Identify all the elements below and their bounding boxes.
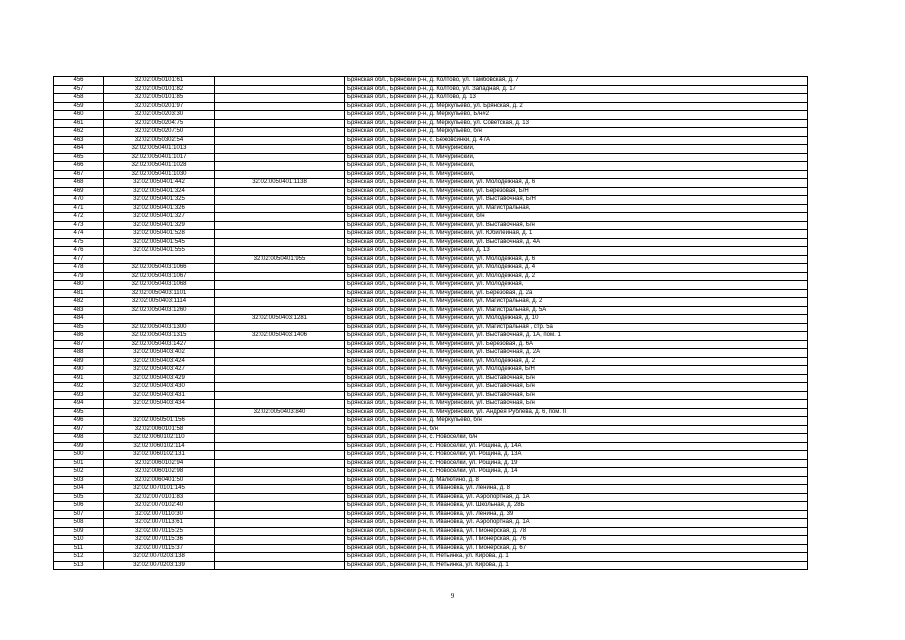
related-cadastral-number-cell [215,374,345,383]
cadastral-number-cell: 32:02:0060102:98 [104,468,215,477]
address-cell: Брянская обл., Брянский р-н, п. Мичуринский, ул. Молодежная, д. 4 [345,264,808,273]
related-cadastral-number-cell [215,238,345,247]
cadastral-number-cell: 32:02:0070102:40 [104,502,215,511]
address-cell: Брянская обл., Брянский р-н, п. Мичуринский, ул. Магистральная, д. 5А [345,306,808,315]
address-cell: Брянская обл., Брянский р-н, п. Мичуринский, ул. Молодежная, д. 2 [345,357,808,366]
related-cadastral-number-cell [215,459,345,468]
cadastral-number-cell: 32:02:0060102:110 [104,434,215,443]
row-number-cell: 469 [54,187,104,196]
related-cadastral-number-cell [215,383,345,392]
table-row [54,170,808,179]
row-number-cell: 499 [54,442,104,451]
related-cadastral-number-cell: 32:02:0050403:1281 [215,315,345,324]
row-number-cell: 490 [54,366,104,375]
table-row [54,425,808,434]
row-number-cell: 512 [54,553,104,562]
related-cadastral-number-cell [215,366,345,375]
related-cadastral-number-cell: 32:02:0050401:1138 [215,179,345,188]
table-row [54,408,808,417]
address-cell: Брянская обл., Брянский р-н, с. Новоселки, ул. Рощина, д. 13А [345,451,808,460]
row-number-cell: 496 [54,417,104,426]
related-cadastral-number-cell [215,349,345,358]
cadastral-number-cell: 32:02:0050204:75 [104,119,215,128]
table-row [54,281,808,290]
table-row [54,544,808,553]
related-cadastral-number-cell [215,434,345,443]
table-row [54,536,808,545]
table-row [54,119,808,128]
address-cell: Брянская обл., Брянский р-н, п. Ивановка, ул. Ленина, д. 39 [345,510,808,519]
address-cell: Брянская обл., Брянский р-н, п. Мичуринский, ул. Андрея Рублева, д. 6, пом. II [345,408,808,417]
cadastral-number-cell: 32:02:0050401:555 [104,247,215,256]
row-number-cell: 506 [54,502,104,511]
table-row [54,111,808,120]
related-cadastral-number-cell [215,417,345,426]
cadastral-number-cell: 32:02:0050403:1114 [104,298,215,307]
row-number-cell: 493 [54,391,104,400]
address-cell: Брянская обл., Брянский р-н, п. Мичуринский, ул. Выставочная, Б/н [345,383,808,392]
table-row [54,323,808,332]
table-row [54,306,808,315]
cadastral-number-cell: 32:02:0060102:94 [104,459,215,468]
cadastral-number-cell: 32:02:0060102:114 [104,442,215,451]
related-cadastral-number-cell [215,510,345,519]
address-cell: Брянская обл., Брянский р-н, д. Меркульево, Б/н#2 [345,111,808,120]
row-number-cell: 513 [54,561,104,570]
address-cell: Брянская обл., Брянский р-н, с. Новоселки, ул. Рощина, д. 14А [345,442,808,451]
cadastral-number-cell: 32:02:0050401:1013 [104,145,215,154]
table-row [54,468,808,477]
address-cell: Брянская обл., Брянский р-н, п. Ивановка, ул. Пионерская, д. 78 [345,527,808,536]
row-number-cell: 498 [54,434,104,443]
table-row [54,510,808,519]
address-cell: Брянская обл., Брянский р-н, п. Мичуринский, ул. Молодежная, [345,281,808,290]
address-cell: Брянская обл., Брянский р-н, с. Новоселки, б/н [345,434,808,443]
row-number-cell: 495 [54,408,104,417]
row-number-cell: 487 [54,340,104,349]
address-cell: Брянская обл., Брянский р-н, п. Ивановка, ул. Школьная, д. 28Б [345,502,808,511]
cadastral-number-cell: 32:02:0070203:138 [104,553,215,562]
table-row [54,255,808,264]
address-cell: Брянская обл., Брянский р-н, п. Ивановка, ул. Аэропортная, д. 1А [345,519,808,528]
row-number-cell: 503 [54,476,104,485]
address-cell: Брянская обл., Брянский р-н, п. Мичуринский, [345,170,808,179]
related-cadastral-number-cell [215,306,345,315]
address-cell: Брянская обл., Брянский р-н, п. Мичуринский, ул. Березовая, д. 6А [345,340,808,349]
cadastral-number-cell: 32:02:0070101:83 [104,493,215,502]
cadastral-number-cell: 32:02:0050207:50 [104,128,215,137]
row-number-cell: 482 [54,298,104,307]
cadastral-number-cell: 32:02:0050403:1315 [104,332,215,341]
cadastral-number-cell: 32:02:0070115:25 [104,527,215,536]
related-cadastral-number-cell [215,476,345,485]
row-number-cell: 461 [54,119,104,128]
row-number-cell: 501 [54,459,104,468]
cadastral-number-cell: 32:02:0070113:61 [104,519,215,528]
cadastral-number-cell: 32:02:0050403:1068 [104,281,215,290]
related-cadastral-number-cell [215,272,345,281]
row-number-cell: 464 [54,145,104,154]
address-cell: Брянская обл., Брянский р-н, п. Мичуринский, ул. Молодежная, д. 6 [345,255,808,264]
row-number-cell: 456 [54,77,104,86]
row-number-cell: 492 [54,383,104,392]
row-number-cell: 511 [54,544,104,553]
cadastral-number-cell: 32:02:0070101:145 [104,485,215,494]
row-number-cell: 485 [54,323,104,332]
address-cell: Брянская обл., Брянский р-н, п. Мичуринский, д. 13 [345,247,808,256]
related-cadastral-number-cell [215,340,345,349]
row-number-cell: 462 [54,128,104,137]
cadastral-number-cell: 32:02:0050403:1067 [104,272,215,281]
cadastral-number-cell: 32:02:0070110:30 [104,510,215,519]
related-cadastral-number-cell [215,170,345,179]
table-row [54,434,808,443]
address-cell: Брянская обл., Брянский р-н, п. Ивановка, ул. Аэропортная, д. 1А [345,493,808,502]
related-cadastral-number-cell [215,213,345,222]
table-row [54,221,808,230]
related-cadastral-number-cell [215,527,345,536]
related-cadastral-number-cell [215,153,345,162]
table-row [54,374,808,383]
table-row [54,519,808,528]
row-number-cell: 468 [54,179,104,188]
table-row [54,136,808,145]
table-row [54,77,808,86]
related-cadastral-number-cell [215,561,345,570]
address-cell: Брянская обл., Брянский р-н, п. Мичуринский, ул. Выставочная, Б/н [345,221,808,230]
table-row [54,272,808,281]
address-cell: Брянская обл., Брянский р-н, п. Мичуринский, [345,153,808,162]
related-cadastral-number-cell [215,77,345,86]
address-cell: Брянская обл., Брянский р-н, п. Мичуринский, [345,162,808,171]
address-cell: Брянская обл., Брянский р-н, п. Мичуринский, ул. Молодежная, д. 2 [345,272,808,281]
row-number-cell: 481 [54,289,104,298]
table-row [54,493,808,502]
table-row [54,400,808,409]
related-cadastral-number-cell [215,162,345,171]
row-number-cell: 497 [54,425,104,434]
row-number-cell: 463 [54,136,104,145]
table-row [54,476,808,485]
cadastral-number-cell [104,408,215,417]
address-cell: Брянская обл., Брянский р-н, д. Меркульево, ул. Брянская, д. 2 [345,102,808,111]
cadastral-number-cell: 32:02:0050101:61 [104,77,215,86]
related-cadastral-number-cell [215,391,345,400]
related-cadastral-number-cell [215,323,345,332]
table-row [54,179,808,188]
address-cell: Брянская обл., Брянский р-н, б/н [345,425,808,434]
address-cell: Брянская обл., Брянский р-н, п. Мичуринский, ул. Выставочная, Б/н [345,400,808,409]
related-cadastral-number-cell [215,442,345,451]
address-cell: Брянская обл., Брянский р-н, с. Новоселки, ул. Рощина, д. 19 [345,459,808,468]
related-cadastral-number-cell [215,519,345,528]
related-cadastral-number-cell: 32:02:0050403:1406 [215,332,345,341]
cadastral-number-cell: 32:02:0050401:1017 [104,153,215,162]
cadastral-number-cell: 32:02:0050403:1300 [104,323,215,332]
table-row [54,85,808,94]
cadastral-number-cell: 32:02:0050401:442 [104,179,215,188]
address-cell: Брянская обл., Брянский р-н, д. Колтово, д. 13 [345,94,808,103]
related-cadastral-number-cell [215,136,345,145]
row-number-cell: 460 [54,111,104,120]
address-cell: Брянская обл., Брянский р-н, п. Мичуринский, ул. Юбилейная, д. 1 [345,230,808,239]
table-row [54,502,808,511]
address-cell: Брянская обл., Брянский р-н, п. Мичуринский, ул. Молодежная, д. 6 [345,179,808,188]
table-row [54,247,808,256]
row-number-cell: 465 [54,153,104,162]
address-cell: Брянская обл., Брянский р-н, п. Мичуринский, ул. Березовая, Б/Н [345,187,808,196]
related-cadastral-number-cell [215,119,345,128]
address-cell: Брянская обл., Брянский р-н, д. Меркульево, б/н [345,417,808,426]
address-cell: Брянская обл., Брянский р-н, п. Мичуринский, б/н [345,213,808,222]
cadastral-number-cell: 32:02:0070115:37 [104,544,215,553]
cadastral-number-cell: 32:02:0050403:431 [104,391,215,400]
cadastral-number-cell: 32:02:0070203:139 [104,561,215,570]
cadastral-number-cell: 32:02:0050401:1030 [104,170,215,179]
cadastral-number-cell: 32:02:0050403:1427 [104,340,215,349]
address-cell: Брянская обл., Брянский р-н, с. Новоселки, ул. Рощина, д. 14 [345,468,808,477]
table-row [54,366,808,375]
table-row [54,417,808,426]
row-number-cell: 471 [54,204,104,213]
cadastral-number-cell: 32:02:0050101:85 [104,94,215,103]
address-cell: Брянская обл., Брянский р-н, д. Малютино, д. 8 [345,476,808,485]
related-cadastral-number-cell [215,128,345,137]
row-number-cell: 466 [54,162,104,171]
address-cell: Брянская обл., Брянский р-н, п. Мичуринский, ул. Выставочная, Б/Н [345,196,808,205]
row-number-cell: 475 [54,238,104,247]
cadastral-number-cell: 32:02:0050401:327 [104,213,215,222]
row-number-cell: 480 [54,281,104,290]
table-row [54,391,808,400]
row-number-cell: 489 [54,357,104,366]
cadastral-number-cell: 32:02:0060102:131 [104,451,215,460]
table-row [54,153,808,162]
related-cadastral-number-cell [215,247,345,256]
table-row [54,230,808,239]
related-cadastral-number-cell: 32:02:0050401:955 [215,255,345,264]
related-cadastral-number-cell [215,230,345,239]
related-cadastral-number-cell [215,102,345,111]
table-row [54,289,808,298]
cadastral-number-cell: 32:02:0050403:434 [104,400,215,409]
related-cadastral-number-cell: 32:02:0050403:840 [215,408,345,417]
row-number-cell: 474 [54,230,104,239]
related-cadastral-number-cell [215,281,345,290]
cadastral-number-cell: 32:02:0050403:1101 [104,289,215,298]
cadastral-number-cell: 32:02:0050401:528 [104,230,215,239]
address-cell: Брянская обл., Брянский р-н, п. Мичуринский, ул. Выставочная, д. 2А [345,349,808,358]
cadastral-number-cell: 32:02:0070115:36 [104,536,215,545]
table-row [54,553,808,562]
table-row [54,298,808,307]
related-cadastral-number-cell [215,94,345,103]
address-cell: Брянская обл., Брянский р-н, д. Колтово, ул. Тамбовская, д. 7 [345,77,808,86]
table-row [54,349,808,358]
address-cell: Брянская обл., Брянский р-н, п. Мичуринский, ул. Березовая, д. 2а [345,289,808,298]
address-cell: Брянская обл., Брянский р-н, п. Мичуринский, ул. Выставочная, д. 1А, пом. 1 [345,332,808,341]
cadastral-number-cell: 32:02:0050403:1260 [104,306,215,315]
row-number-cell: 467 [54,170,104,179]
table-row [54,561,808,570]
table-row [54,485,808,494]
related-cadastral-number-cell [215,196,345,205]
cadastral-number-cell: 32:02:0050403:402 [104,349,215,358]
row-number-cell: 486 [54,332,104,341]
related-cadastral-number-cell [215,468,345,477]
related-cadastral-number-cell [215,357,345,366]
table-row [54,459,808,468]
address-cell: Брянская обл., Брянский р-н, п. Мичуринский, ул. Молодежная, Б/Н [345,366,808,375]
table-row [54,94,808,103]
cadastral-number-cell: 32:02:0060101:58 [104,425,215,434]
cadastral-number-cell: 32:02:0050401:324 [104,187,215,196]
table-row [54,442,808,451]
address-cell: Брянская обл., Брянский р-н, п. Мичуринский, ул. Магистральная, д. 2 [345,298,808,307]
address-cell: Брянская обл., Брянский р-н, с. Бежовсинки, д. 47А [345,136,808,145]
address-cell: Брянская обл., Брянский р-н, д. Колтово, ул. Западная, д. 17 [345,85,808,94]
cadastral-number-cell: 32:02:0050403:424 [104,357,215,366]
related-cadastral-number-cell [215,451,345,460]
table-row [54,315,808,324]
cadastral-number-cell: 32:02:0050401:329 [104,221,215,230]
table-row [54,264,808,273]
cadastral-number-cell: 32:02:0050101:82 [104,85,215,94]
address-cell: Брянская обл., Брянский р-н, п. Ивановка, ул. Пионерская, д. 76 [345,536,808,545]
table-row [54,102,808,111]
cadastral-number-cell: 32:02:0050403:427 [104,366,215,375]
row-number-cell: 476 [54,247,104,256]
row-number-cell: 473 [54,221,104,230]
table-row [54,340,808,349]
address-cell: Брянская обл., Брянский р-н, п. Мичуринский, ул. Магистральная , стр. 5а [345,323,808,332]
related-cadastral-number-cell [215,111,345,120]
table-row [54,238,808,247]
table-row [54,451,808,460]
related-cadastral-number-cell [215,502,345,511]
table-row [54,527,808,536]
register-table [53,76,808,570]
cadastral-number-cell: 32:02:0050401:326 [104,204,215,213]
related-cadastral-number-cell [215,544,345,553]
address-cell: Брянская обл., Брянский р-н, п. Нетьинка, ул. Кирова, д. 1 [345,553,808,562]
table-row [54,196,808,205]
table-row [54,145,808,154]
address-cell: Брянская обл., Брянский р-н, п. Мичуринский, ул. Выставочная, Б/н [345,391,808,400]
table-row [54,213,808,222]
cadastral-number-cell: 32:02:0050203:30 [104,111,215,120]
cadastral-number-cell: 32:02:0050401:325 [104,196,215,205]
row-number-cell: 470 [54,196,104,205]
row-number-cell: 459 [54,102,104,111]
address-cell: Брянская обл., Брянский р-н, п. Мичуринский, ул. Выставочная, Б/н [345,374,808,383]
cadastral-number-cell: 32:02:0050501:156 [104,417,215,426]
related-cadastral-number-cell [215,425,345,434]
row-number-cell: 457 [54,85,104,94]
row-number-cell: 510 [54,536,104,545]
row-number-cell: 458 [54,94,104,103]
table-row [54,383,808,392]
page-number: 9 [450,592,455,600]
cadastral-number-cell: 32:02:0050403:1066 [104,264,215,273]
row-number-cell: 484 [54,315,104,324]
cadastral-number-cell: 32:02:0050401:1028 [104,162,215,171]
related-cadastral-number-cell [215,85,345,94]
cadastral-number-cell: 32:02:0050403:430 [104,383,215,392]
related-cadastral-number-cell [215,400,345,409]
address-cell: Брянская обл., Брянский р-н, п. Ивановка, ул. Пионерская, д. 67 [345,544,808,553]
cadastral-number-cell: 32:02:0050403:429 [104,374,215,383]
address-cell: Брянская обл., Брянский р-н, п. Мичуринский, ул. Магистральная, [345,204,808,213]
related-cadastral-number-cell [215,289,345,298]
row-number-cell: 478 [54,264,104,273]
row-number-cell: 472 [54,213,104,222]
related-cadastral-number-cell [215,298,345,307]
address-cell: Брянская обл., Брянский р-н, п. Мичуринский, ул. Выставочная, д. 4А [345,238,808,247]
address-cell: Брянская обл., Брянский р-н, д. Меркульево, б/н [345,128,808,137]
related-cadastral-number-cell [215,145,345,154]
address-cell: Брянская обл., Брянский р-н, д. Меркульево, ул. Советская, д. 13 [345,119,808,128]
table-row [54,187,808,196]
table-row [54,357,808,366]
row-number-cell: 507 [54,510,104,519]
cadastral-number-cell: 32:02:0050302:54 [104,136,215,145]
address-cell: Брянская обл., Брянский р-н, п. Нетьинка, ул. Кирова, д. 1 [345,561,808,570]
row-number-cell: 488 [54,349,104,358]
cadastral-number-cell [104,255,215,264]
row-number-cell: 504 [54,485,104,494]
cadastral-number-cell: 32:02:0050401:545 [104,238,215,247]
cadastral-number-cell: 32:02:0060401:50 [104,476,215,485]
related-cadastral-number-cell [215,221,345,230]
row-number-cell: 479 [54,272,104,281]
row-number-cell: 502 [54,468,104,477]
related-cadastral-number-cell [215,485,345,494]
cadastral-number-cell: 32:02:0050201:97 [104,102,215,111]
table-row [54,128,808,137]
table-row [54,332,808,341]
related-cadastral-number-cell [215,493,345,502]
row-number-cell: 483 [54,306,104,315]
related-cadastral-number-cell [215,204,345,213]
row-number-cell: 509 [54,527,104,536]
table-row [54,204,808,213]
row-number-cell: 500 [54,451,104,460]
register-table-body [54,77,808,570]
address-cell: Брянская обл., Брянский р-н, п. Ивановка, ул. Ленина, д. 8 [345,485,808,494]
related-cadastral-number-cell [215,264,345,273]
address-cell: Брянская обл., Брянский р-н, п. Мичуринский, ул. Молодежная, д. 10 [345,315,808,324]
cadastral-number-cell [104,315,215,324]
related-cadastral-number-cell [215,536,345,545]
related-cadastral-number-cell [215,553,345,562]
row-number-cell: 508 [54,519,104,528]
row-number-cell: 491 [54,374,104,383]
row-number-cell: 477 [54,255,104,264]
table-row [54,162,808,171]
address-cell: Брянская обл., Брянский р-н, п. Мичуринский, [345,145,808,154]
row-number-cell: 494 [54,400,104,409]
related-cadastral-number-cell [215,187,345,196]
row-number-cell: 505 [54,493,104,502]
